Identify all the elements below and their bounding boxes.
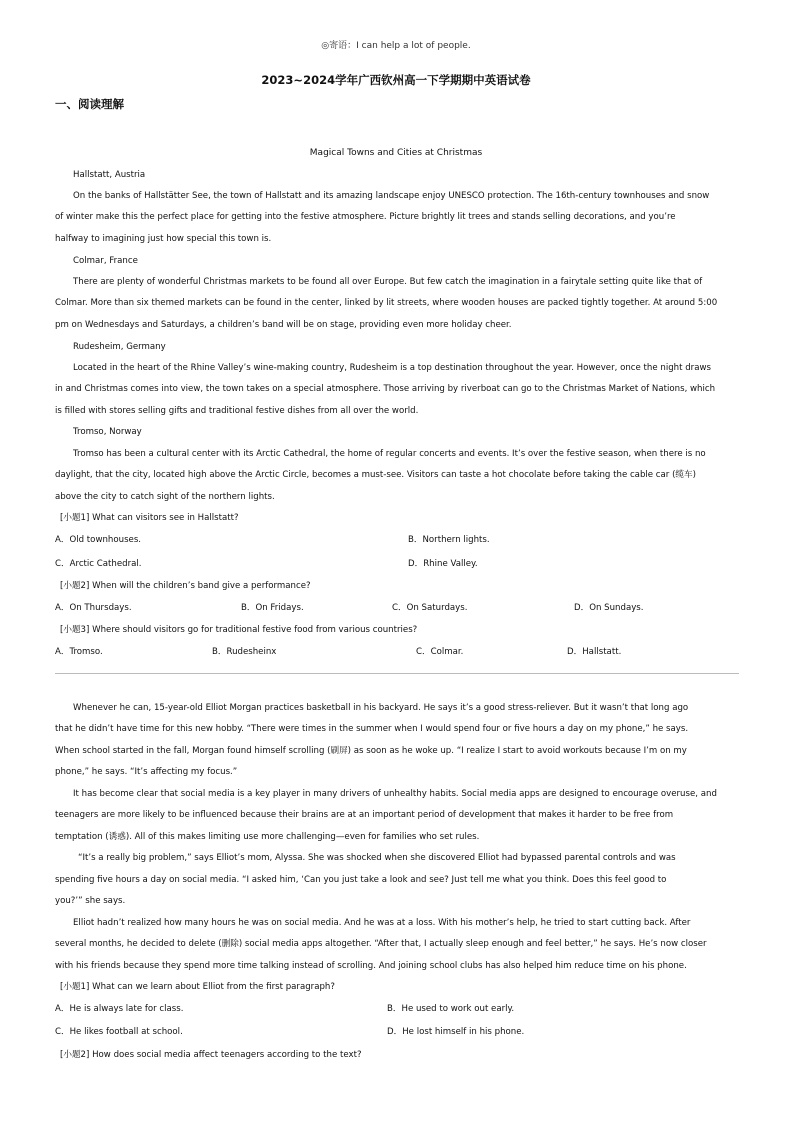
answer-option[interactable]: B．Northern lights.: [408, 535, 490, 545]
section-divider: [55, 673, 739, 674]
answer-option[interactable]: D．He lost himself in his phone.: [387, 1027, 525, 1037]
answer-option[interactable]: D．Hallstatt.: [567, 647, 622, 657]
paragraph-line: above the city to catch sight of the northern lights.: [55, 492, 275, 502]
paragraph-line: of winter make this the perfect place for getting into the festive atmosphere. Picture brightly lit trees and stands selling decorations, and you’re: [55, 212, 676, 222]
town-heading: Hallstatt, Austria: [73, 170, 146, 180]
paragraph-line: Colmar. More than six themed markets can be found in the center, linked by lit streets, where wooden houses are packed tightly together. At around 5:00: [55, 298, 718, 308]
paragraph-line: When school started in the fall, Morgan found himself scrolling (刷屏) as soon as he woke up. “I realize I start to avoid workouts because I’m on my: [55, 746, 687, 756]
paragraph-line: pm on Wednesdays and Saturdays, a children’s band will be on stage, providing even more holiday cheer.: [55, 320, 512, 330]
town-heading: Tromso, Norway: [73, 427, 142, 437]
answer-option[interactable]: B．He used to work out early.: [387, 1004, 515, 1014]
answer-option[interactable]: C．Arctic Cathedral.: [55, 559, 142, 569]
paragraph-line: teenagers are more likely to be influenced because their brains are at an important period of development that makes it harder to be free from: [55, 810, 674, 820]
question-stem: [小题3] Where should visitors go for traditional festive food from various countries?: [60, 625, 418, 635]
paragraph-line: several months, he decided to delete (删除) social media apps altogether. “After that, I actually sleep enough and feel better,” he says. He’s now closer: [55, 939, 707, 949]
question-stem: [小题1] What can visitors see in Hallstatt?: [60, 513, 239, 523]
paragraph-line: Whenever he can, 15-year-old Elliot Morgan practices basketball in his backyard. He says it’s a good stress-reliever. But it wasn’t that long ago: [73, 703, 689, 713]
motto: ◎寄语：I can help a lot of people.: [321, 41, 471, 51]
question-stem: [小题1] What can we learn about Elliot from the first paragraph?: [60, 982, 335, 992]
answer-option[interactable]: D．Rhine Valley.: [408, 559, 478, 569]
answer-option[interactable]: A．Old townhouses.: [55, 535, 142, 545]
paragraph-line: temptation (诱惑). All of this makes limiting use more challenging—even for families who set rules.: [55, 832, 480, 842]
paragraph-line: “It’s a really big problem,” says Elliot’s mom, Alyssa. She was shocked when she discovered Elliot had bypassed parental controls and was: [78, 853, 676, 863]
town-heading: Rudesheim, Germany: [73, 342, 166, 352]
paragraph-line: Tromso has been a cultural center with its Arctic Cathedral, the home of regular concerts and events. It’s over the festive season, when there is no: [73, 449, 706, 459]
answer-option[interactable]: A．Tromso.: [55, 647, 103, 657]
paragraph-line: There are plenty of wonderful Christmas markets to be found all over Europe. But few catch the imagination in a fairytale setting quite like that of: [73, 277, 703, 287]
answer-option[interactable]: C．He likes football at school.: [55, 1027, 183, 1037]
exam-title: 2023~2024学年广西钦州高一下学期期中英语试卷: [261, 73, 531, 87]
paragraph-line: It has become clear that social media is a key player in many drivers of unhealthy habits. Social media apps are designed to encourage overuse, and: [73, 789, 717, 799]
answer-option[interactable]: D．On Sundays.: [574, 603, 644, 613]
paragraph-line: is filled with stores selling gifts and traditional festive dishes from all over the world.: [55, 406, 419, 416]
question-stem: [小题2] When will the children’s band give a performance?: [60, 581, 311, 591]
paragraph-line: On the banks of Hallstätter See, the town of Hallstatt and its amazing landscape enjoy UNESCO protection. The 16th-century townhouses and snow: [73, 191, 710, 201]
paragraph-line: that he didn’t have time for this new hobby. “There were times in the summer when I would spend four or five hours a day on my phone,” he says.: [55, 724, 689, 734]
section-heading: 一、阅读理解: [55, 97, 124, 111]
paragraph-line: halfway to imagining just how special this town is.: [55, 234, 272, 244]
paragraph-line: with his friends because they spend more time talking instead of scrolling. And joining school clubs has also helped him reduce time on his phone.: [55, 961, 687, 971]
paragraph-line: daylight, that the city, located high above the Arctic Circle, becomes a must-see. Visitors can taste a hot chocolate before taking the cable car (缆车): [55, 470, 696, 480]
answer-option[interactable]: A．On Thursdays.: [55, 603, 132, 613]
answer-option[interactable]: C．On Saturdays.: [392, 603, 468, 613]
answer-option[interactable]: B．On Fridays.: [241, 603, 304, 613]
answer-option[interactable]: C．Colmar.: [416, 647, 464, 657]
paragraph-line: Elliot hadn’t realized how many hours he was on social media. And he was at a loss. With his mother’s help, he tried to start cutting back. After: [73, 918, 691, 928]
town-heading: Colmar, France: [73, 256, 138, 266]
paragraph-line: in and Christmas comes into view, the town takes on a special atmosphere. Those arriving by riverboat can go to the Christmas Market of Nations, which: [55, 384, 716, 394]
paragraph-line: spending five hours a day on social media. “I asked him, ‘Can you just take a look and see? Just tell me what you think. Does this feel good to: [55, 875, 667, 885]
answer-option[interactable]: B．Rudesheinx: [212, 647, 277, 657]
passage-title: Magical Towns and Cities at Christmas: [309, 148, 483, 158]
paragraph-line: Located in the heart of the Rhine Valley’s wine-making country, Rudesheim is a top destination throughout the year. However, once the night draws: [73, 363, 711, 373]
paragraph-line: you?’” she says.: [55, 896, 126, 906]
question-stem: [小题2] How does social media affect teenagers according to the text?: [60, 1050, 362, 1060]
paragraph-line: phone,” he says. “It’s affecting my focus.”: [55, 767, 238, 777]
answer-option[interactable]: A．He is always late for class.: [55, 1004, 184, 1014]
